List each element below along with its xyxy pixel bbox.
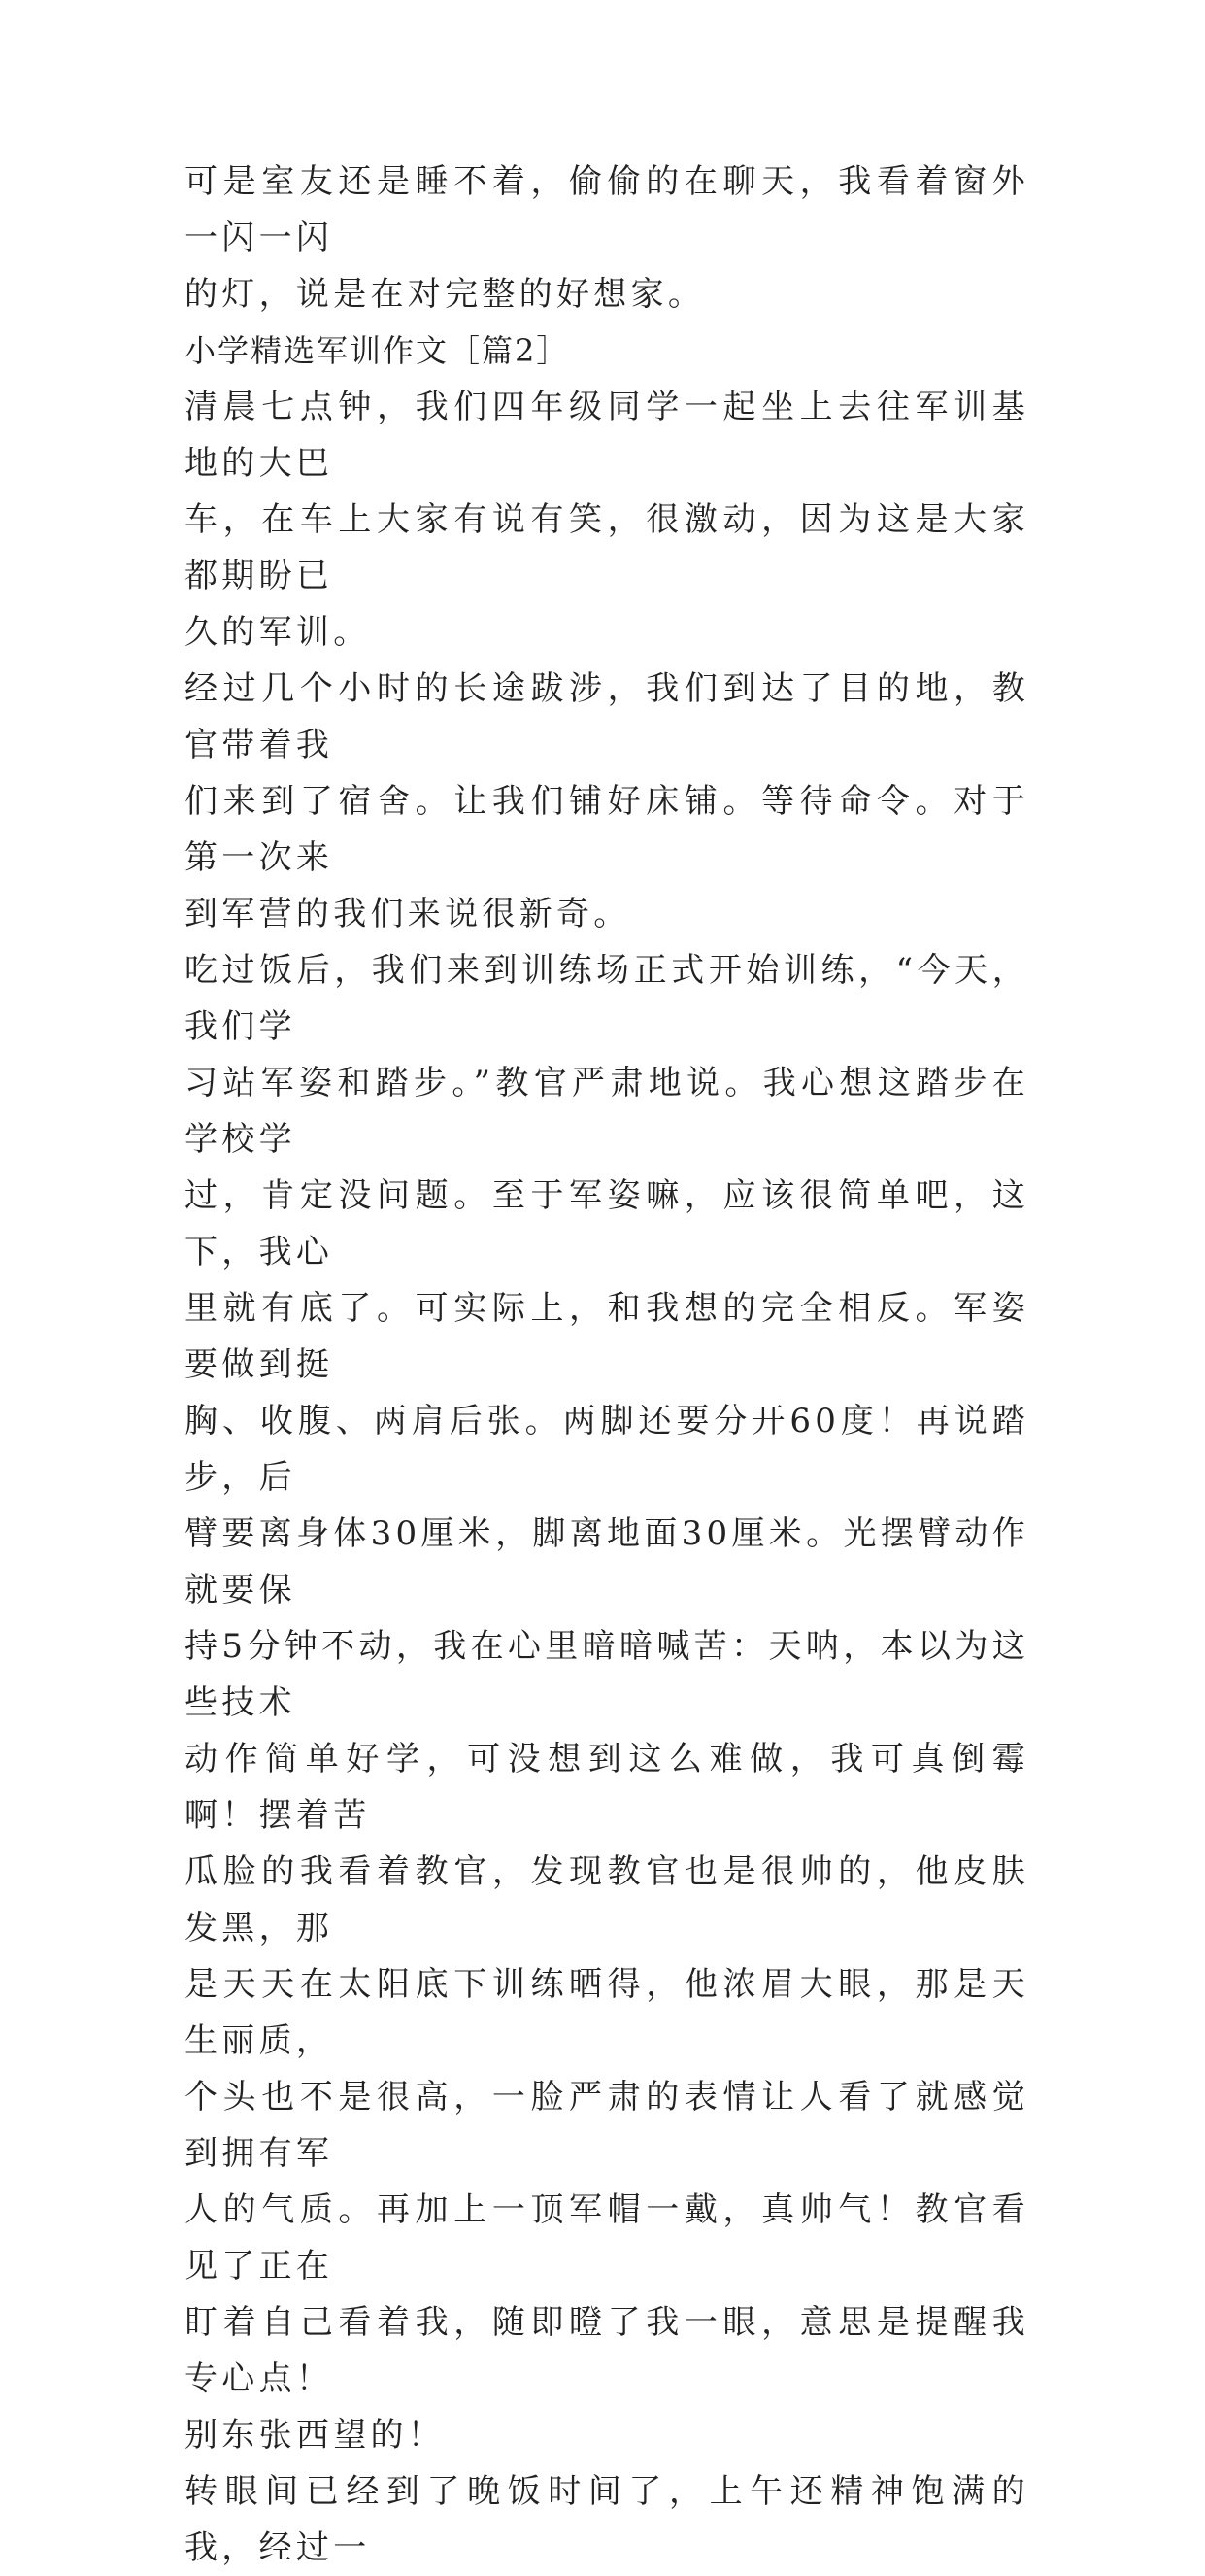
text-line: 动作简单好学，可没想到这么难做，我可真倒霉啊！摆着苦 bbox=[184, 1740, 1029, 1835]
text-line: 到军营的我们来说很新奇。 bbox=[184, 895, 631, 933]
text-line: 习站军姿和踏步。”教官严肃地说。我心想这踏步在学校学 bbox=[184, 1064, 1029, 1159]
text-line: 清晨七点钟，我们四年级同学一起坐上去往军训基地的大巴 bbox=[184, 388, 1029, 483]
text-line: 经过几个小时的长途跋涉，我们到达了目的地，教官带着我 bbox=[184, 669, 1029, 764]
text-line: 瓜脸的我看着教官，发现教官也是很帅的，他皮肤发黑，那 bbox=[184, 1852, 1029, 1948]
text-line: 的灯，说是在对完整的好想家。 bbox=[184, 275, 706, 314]
text-line: 过，肯定没问题。至于军姿嘛，应该很简单吧，这下，我心 bbox=[184, 1176, 1029, 1271]
text-line: 车，在车上大家有说有笑，很激动，因为这是大家都期盼已 bbox=[184, 500, 1029, 595]
text-line: 胸、收腹、两肩后张。两脚还要分开60度！再说踏步，后 bbox=[184, 1402, 1029, 1497]
text-line: 里就有底了。可实际上，和我想的完全相反。军姿要做到挺 bbox=[184, 1289, 1029, 1384]
text-line: 个头也不是很高，一脸严肃的表情让人看了就感觉到拥有军 bbox=[184, 2078, 1029, 2173]
essay-body bbox=[184, 153, 1029, 2576]
text-line: 盯着自己看着我，随即瞪了我一眼，意思是提醒我专心点！ bbox=[184, 2303, 1029, 2398]
text-line: 臂要离身体30厘米，脚离地面30厘米。光摆臂动作就要保 bbox=[184, 1514, 1029, 1610]
text-line: 转眼间已经到了晚饭时间了，上午还精神饱满的我，经过一 bbox=[184, 2472, 1029, 2567]
text-line: 人的气质。再加上一顶军帽一戴，真帅气！教官看见了正在 bbox=[184, 2190, 1029, 2286]
text-line: 是天天在太阳底下训练晒得，他浓眉大眼，那是天生丽质， bbox=[184, 1965, 1029, 2060]
text-line: 久的军训。 bbox=[184, 613, 371, 652]
text-line: 可是室友还是睡不着，偷偷的在聊天，我看着窗外一闪一闪 bbox=[184, 162, 1029, 257]
text-line: 吃过饭后，我们来到训练场正式开始训练，“今天，我们学 bbox=[184, 951, 1029, 1046]
text-line: 别东张西望的！ bbox=[184, 2416, 446, 2455]
text-line: 们来到了宿舍。让我们铺好床铺。等待命令。对于第一次来 bbox=[184, 782, 1029, 877]
text-line: 持5分钟不动，我在心里暗暗喊苦：天呐，本以为这些技术 bbox=[184, 1627, 1029, 1722]
section-heading: 小学精选军训作文［篇2］ bbox=[184, 332, 570, 369]
